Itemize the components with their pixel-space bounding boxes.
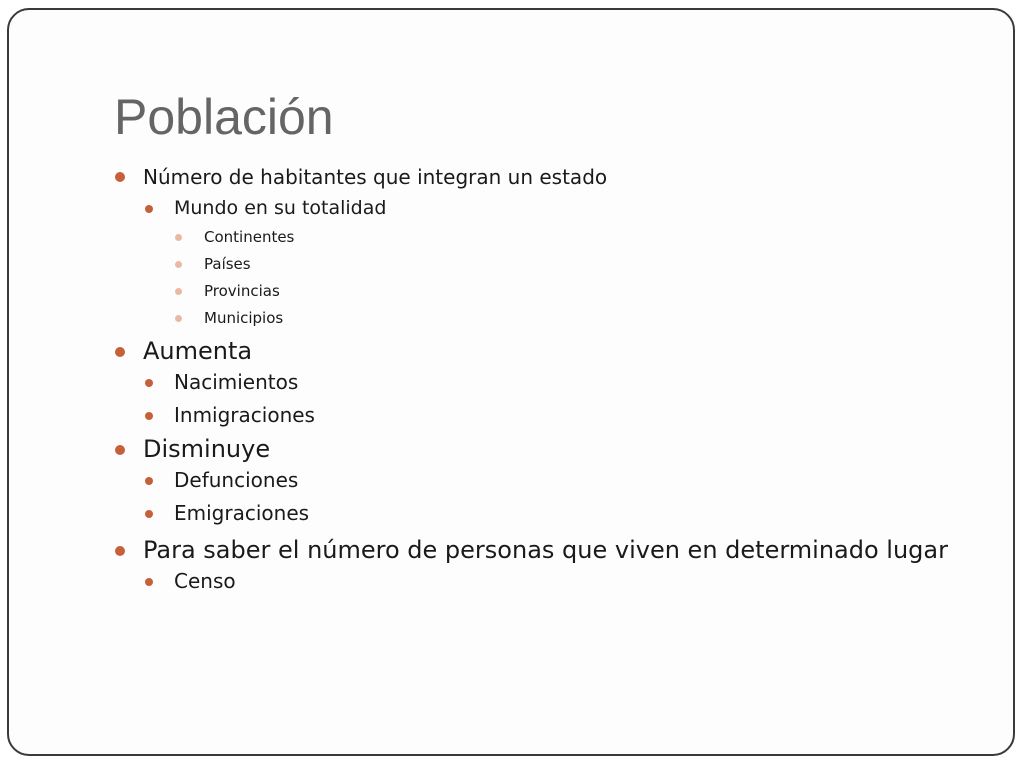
- sub-sub-bullet-municipios: [174, 305, 974, 332]
- bullet-dot-icon: [175, 288, 182, 295]
- bullet-text: Número de habitantes que integran un estado: [143, 165, 608, 189]
- bullet-text: Inmigraciones: [174, 403, 315, 427]
- bullet-dot-icon: [145, 412, 153, 420]
- bullet-dot-icon: [145, 510, 153, 518]
- bullet-para-saber: [114, 536, 974, 565]
- bullet-dot-icon: [115, 445, 125, 455]
- bullet-habitantes: [114, 162, 974, 192]
- sub-bullet-emigraciones: [144, 497, 974, 530]
- bullet-text: Nacimientos: [174, 370, 299, 394]
- bullet-text: Para saber el número de personas que viven en determinado lugar: [143, 536, 948, 564]
- bullet-text: Provincias: [204, 282, 280, 300]
- bullet-dot-icon: [115, 347, 125, 357]
- bullet-text: Disminuye: [143, 435, 271, 463]
- bullet-text: Censo: [174, 569, 236, 593]
- bullet-dot-icon: [145, 477, 153, 485]
- bullet-dot-icon: [145, 205, 153, 213]
- bullet-dot-icon: [145, 578, 153, 586]
- slide-title: Población: [114, 89, 334, 145]
- bullet-dot-icon: [175, 315, 182, 322]
- bullet-dot-icon: [115, 172, 125, 182]
- bullet-dot-icon: [175, 261, 182, 268]
- bullet-dot-icon: [175, 234, 182, 241]
- bullet-text: Emigraciones: [174, 501, 310, 525]
- sub-bullet-defunciones: [144, 464, 974, 497]
- sub-bullet-censo: [144, 565, 974, 598]
- sub-sub-bullet-continentes: [174, 224, 974, 251]
- bullet-text: Aumenta: [143, 337, 253, 365]
- sub-bullet-mundo: [144, 192, 974, 224]
- bullet-text: Municipios: [204, 309, 284, 327]
- bullet-text: Continentes: [204, 228, 295, 246]
- bullet-disminuye: [114, 435, 974, 464]
- bullet-dot-icon: [145, 379, 153, 387]
- bullet-text: Países: [204, 255, 251, 273]
- sub-bullet-nacimientos: [144, 366, 974, 399]
- bullet-aumenta: [114, 337, 974, 366]
- sub-bullet-inmigraciones: [144, 399, 974, 432]
- slide-content: [114, 162, 974, 598]
- bullet-dot-icon: [115, 546, 125, 556]
- bullet-text: Mundo en su totalidad: [174, 197, 387, 219]
- sub-sub-bullet-provincias: [174, 278, 974, 305]
- bullet-text: Defunciones: [174, 468, 299, 492]
- sub-sub-bullet-paises: [174, 251, 974, 278]
